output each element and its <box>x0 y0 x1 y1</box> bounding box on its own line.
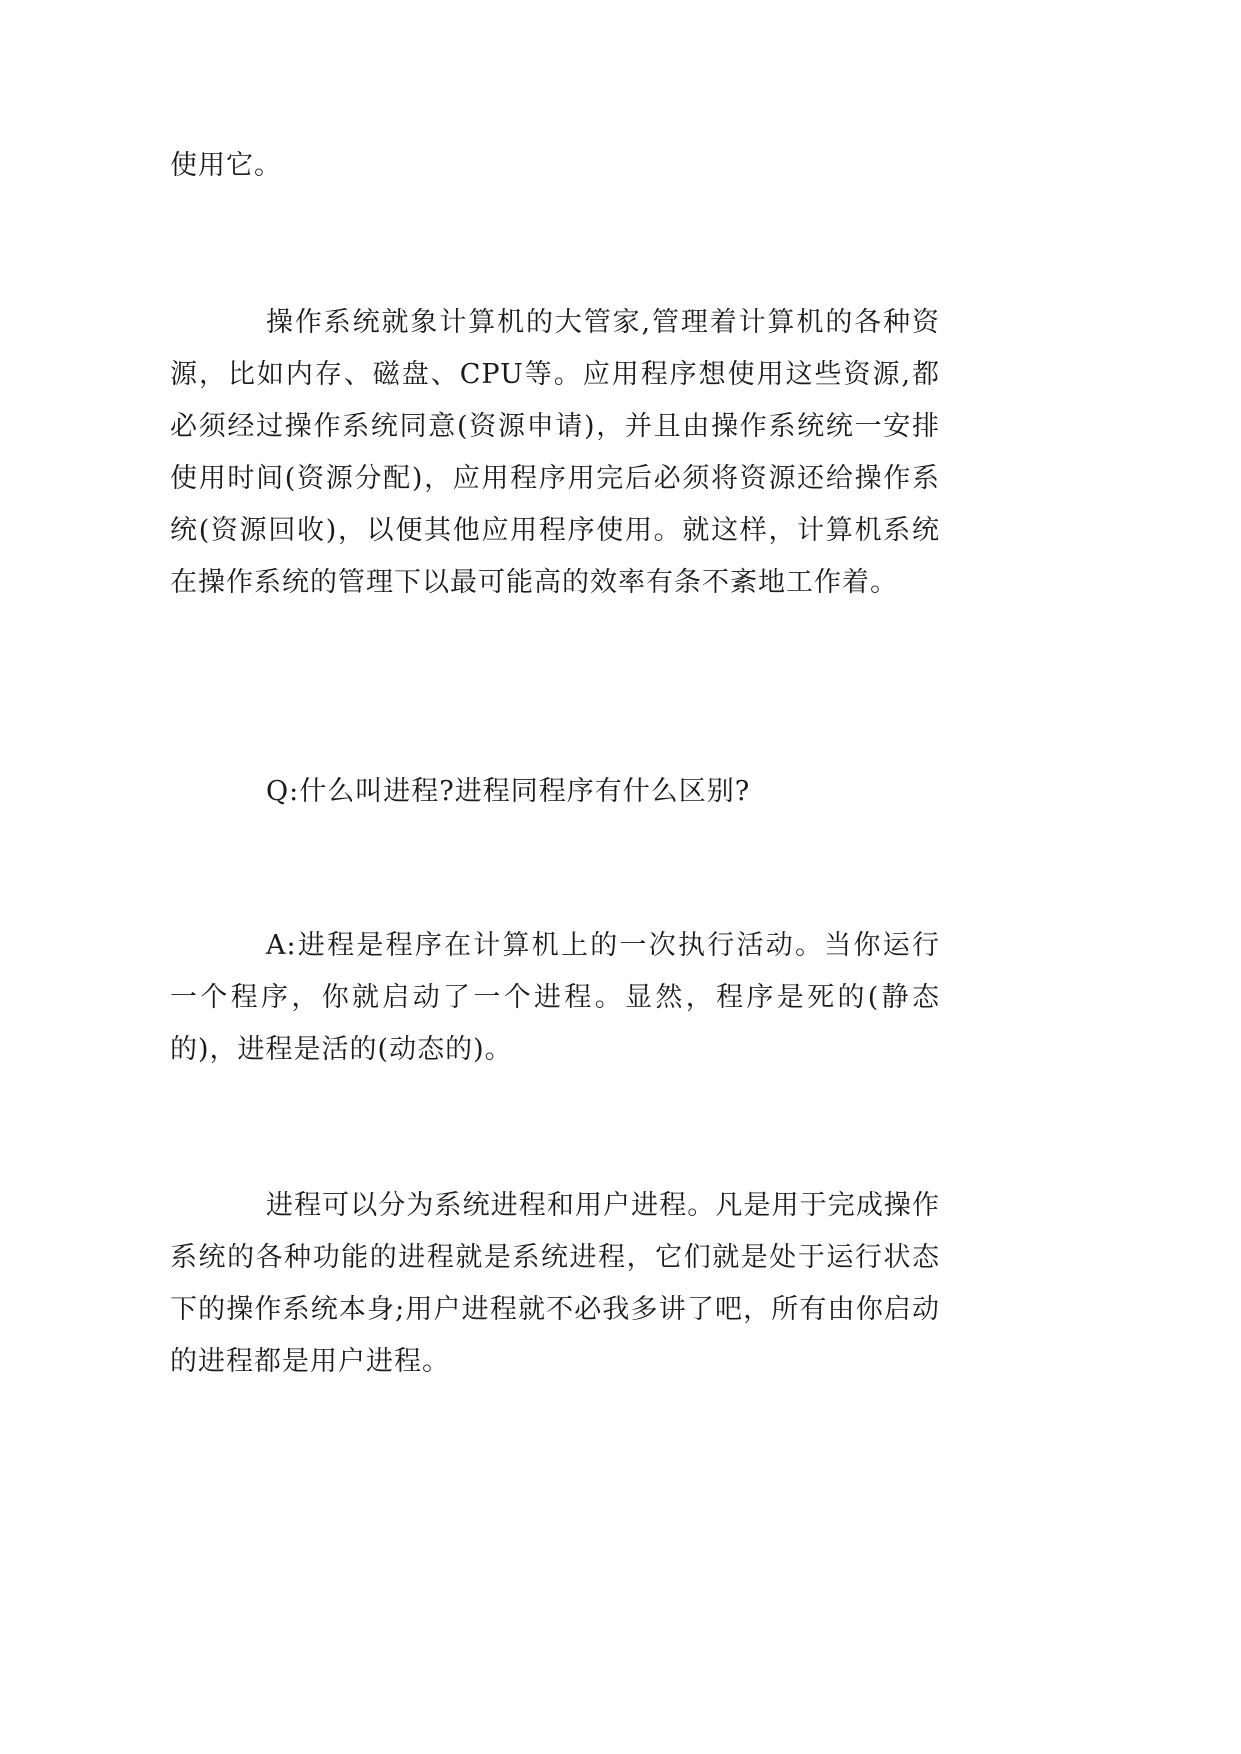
paragraph-process-types: 进程可以分为系统进程和用户进程。凡是用于完成操作系统的各种功能的进程就是系统进程，它们就是处于运行状态下的操作系统本身;用户进程就不必我多讲了吧，所有由你启动的进程都是用户进程。 <box>170 1190 940 1377</box>
question-what-is-process: Q:什么叫进程?进程同程序有什么区别? <box>266 776 751 807</box>
answer-process-definition: A:进程是程序在计算机上的一次执行活动。当你运行一个程序，你就启动了一个进程。显然，程序是死的(静态的)，进程是活的(动态的)。 <box>170 930 940 1065</box>
paragraph-os-resource-manager: 操作系统就象计算机的大管家,管理着计算机的各种资源，比如内存、磁盘、CPU等。应用程序想使用这些资源,都必须经过操作系统同意(资源申请)，并且由操作系统统一安排使用时间(资源分配)，应用程序用完后必须将资源还给操作系统(资源回收)，以便其他应用程序使用。就这样，计算机系统在操作系统的管理下以最可能高的效率有条不紊地工作着。 <box>170 307 940 598</box>
paragraph-continuation: 使用它。 <box>170 150 282 181</box>
